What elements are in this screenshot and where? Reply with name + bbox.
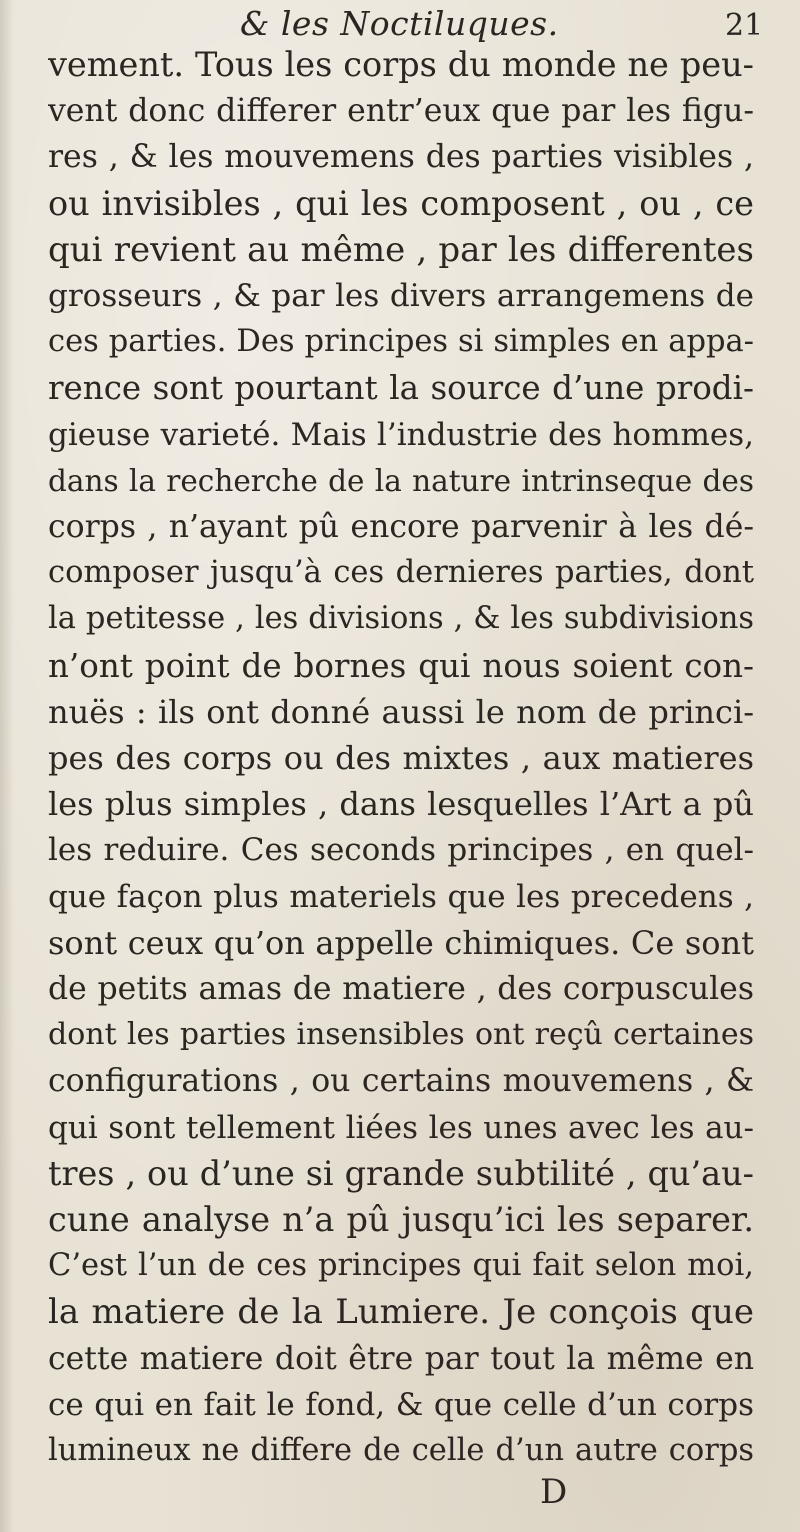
text-line: configurations , ou certains mouvemens , & [48, 1063, 754, 1100]
text-line: ce qui en fait le fond, & que celle d’un corps [48, 1386, 754, 1423]
text-line: ces parties. Des principes si simples en appa- [48, 324, 754, 360]
text-line: qui sont tellement liées les unes avec les au- [48, 1109, 754, 1146]
text-line: les reduire. Ces seconds principes , en quel- [48, 832, 754, 869]
text-line: vement. Tous les corps du monde ne peu- [48, 45, 754, 84]
text-line: lumineux ne differe de celle d’un autre corps [48, 1433, 754, 1468]
text-line: pes des corps ou des mixtes , aux matieres [48, 739, 754, 777]
text-line: C’est l’un de ces principes qui fait selon moi, [48, 1248, 754, 1284]
page-header [0, 4, 800, 44]
text-line: dont les parties insensibles ont reçû certaines [48, 1017, 754, 1053]
text-line: dans la recherche de la nature intrinseque des [48, 463, 754, 498]
text-line: sont ceux qu’on appelle chimiques. Ce sont [48, 923, 754, 962]
text-line: les plus simples , dans lesquelles l’Art a pû [48, 785, 754, 824]
text-line: rence sont pourtant la source d’une prodi- [48, 369, 754, 408]
text-line: la petitesse , les divisions , & les subdivisions [48, 601, 754, 637]
text-line: qui revient au même , par les differentes [48, 229, 754, 270]
text-line: cune analyse n’a pû jusqu’ici les separer. [48, 1200, 754, 1239]
text-line: gieuse varieté. Mais l’industrie des hommes, [48, 416, 754, 453]
text-line: composer jusqu’à ces dernieres parties, dont [48, 555, 754, 591]
text-line: nuës : ils ont donné aussi le nom de princi- [48, 692, 754, 731]
running-title: & les Noctiluques. [240, 4, 559, 43]
text-line: res , & les mouvemens des parties visibles , [48, 139, 754, 176]
text-line: de petits amas de matiere , des corpuscules [48, 971, 754, 1007]
page-number: 21 [725, 8, 764, 43]
page-gutter-shadow [0, 0, 14, 1532]
text-line: grosseurs , & par les divers arrangemens de [48, 278, 754, 314]
text-line: cette matiere doit être par tout la même en [48, 1340, 754, 1377]
text-line: tres , ou d’une si grande subtilité , qu’au- [48, 1153, 754, 1193]
text-line: vent donc differer entr’eux que par les figu- [48, 93, 754, 130]
text-line: corps , n’ayant pû encore parvenir à les dé- [48, 509, 754, 545]
text-line: ou invisibles , qui les composent , ou , ce [48, 183, 754, 223]
text-line: que façon plus materiels que les precedens , [48, 878, 754, 915]
text-line: n’ont point de bornes qui nous soient con- [48, 646, 754, 685]
signature-mark: D [540, 1472, 568, 1512]
text-line: la matiere de la Lumiere. Je conçois que [48, 1292, 754, 1333]
